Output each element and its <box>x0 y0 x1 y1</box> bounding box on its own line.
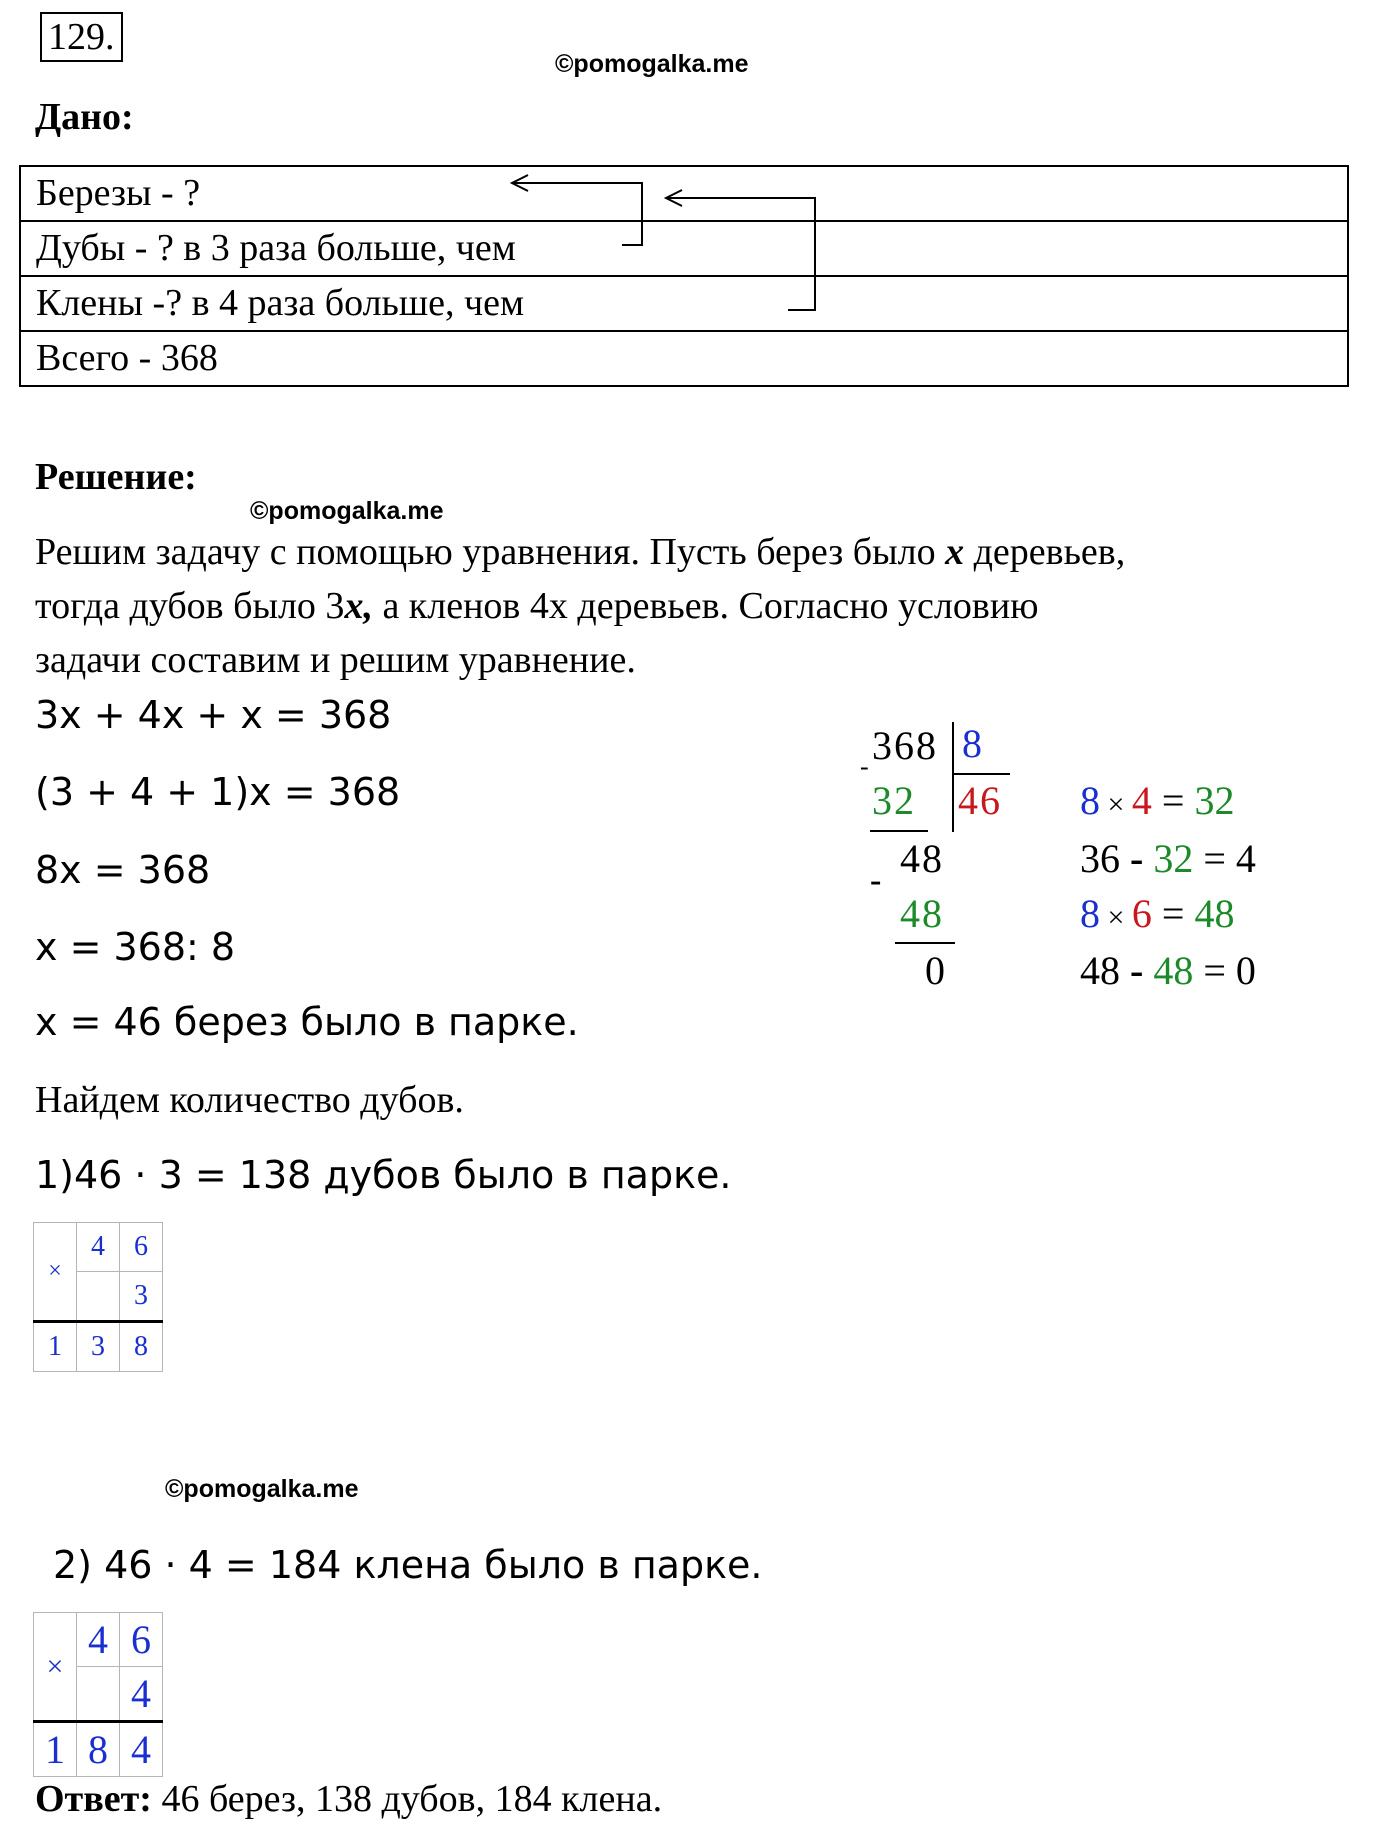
equation-1: 3x + 4x + x = 368 <box>35 693 392 737</box>
step-1: 1)46 · 3 = 138 дубов было в парке. <box>35 1153 732 1197</box>
grid-cell <box>77 1667 120 1722</box>
division-remainder: 0 <box>925 948 945 993</box>
arrow-maples-to-birches <box>666 198 815 310</box>
equation-3: 8x = 368 <box>35 848 211 892</box>
grid-cell: 3 <box>120 1272 163 1322</box>
grid-cell: 8 <box>77 1722 120 1777</box>
equation-2: (3 + 4 + 1)x = 368 <box>35 770 401 814</box>
grid-cell: 4 <box>77 1223 120 1272</box>
division-quotient-bar <box>952 773 1010 775</box>
given-row-birches: Березы - ? <box>20 166 1348 221</box>
division-minus-1: - <box>860 752 869 781</box>
check-row-3: 8 × 6 = 48 <box>1080 891 1235 936</box>
given-row-oaks: Дубы - ? в 3 раза больше, чем <box>20 221 1348 276</box>
grid-cell: 4 <box>120 1667 163 1722</box>
grid-cell: 6 <box>120 1613 163 1667</box>
division-underline-2 <box>895 942 955 944</box>
watermark: ©pomogalka.me <box>250 497 444 525</box>
given-row-maples: Клены -? в 4 раза больше, чем <box>20 276 1348 331</box>
solution-heading: Решение: <box>35 456 197 498</box>
equation-4: x = 368: 8 <box>35 925 236 969</box>
step-2: 2) 46 · 4 = 184 клена было в парке. <box>53 1543 763 1587</box>
comparison-arrows <box>0 0 1400 420</box>
division-dividend: 368 <box>872 723 938 768</box>
step-oaks-label: Найдем количество дубов. <box>35 1079 464 1121</box>
check-row-4: 48 - 48 = 0 <box>1080 948 1256 993</box>
equation-5: x = 46 берез было в парке. <box>35 1000 579 1044</box>
multiplication-grid-1 <box>33 1222 163 1372</box>
multiply-sign: × <box>34 1223 77 1322</box>
division-underline-1 <box>870 830 928 832</box>
division-divisor: 8 <box>962 721 982 766</box>
division-remainder-1: 48 <box>900 836 944 881</box>
division-vertical-bar <box>952 722 954 832</box>
grid-cell: 4 <box>120 1722 163 1777</box>
grid-cell: 1 <box>34 1322 77 1372</box>
given-heading: Дано: <box>35 96 134 138</box>
division-sub-2: 48 <box>900 891 944 936</box>
multiply-sign: × <box>34 1613 77 1722</box>
problem-number: 129. <box>40 12 123 62</box>
grid-cell: 3 <box>77 1322 120 1372</box>
grid-cell: 1 <box>34 1722 77 1777</box>
intro-line-3: задачи составим и решим уравнение. <box>35 639 636 681</box>
answer <box>35 1777 662 1821</box>
given-row-total: Всего - 368 <box>20 331 1348 386</box>
arrow-oaks-to-birches <box>512 183 642 245</box>
grid-cell: 8 <box>120 1322 163 1372</box>
division-quotient: 46 <box>958 778 1002 823</box>
grid-cell: 4 <box>77 1613 120 1667</box>
answer-text: 46 берез, 138 дубов, 184 клена. <box>151 1778 663 1820</box>
division-sub-1: 32 <box>872 778 916 823</box>
intro-line-1: Решим задачу с помощью уравнения. Пусть берез было x деревьев, <box>35 531 1126 573</box>
watermark: ©pomogalka.me <box>555 50 749 78</box>
check-row-1: 8 × 4 = 32 <box>1080 778 1235 823</box>
watermark: ©pomogalka.me <box>165 1475 359 1503</box>
check-row-2: 36 - 32 = 4 <box>1080 836 1256 881</box>
multiplication-grid-2 <box>33 1612 163 1777</box>
division-minus-2: - <box>870 862 882 899</box>
grid-cell: 6 <box>120 1223 163 1272</box>
answer-label: Ответ: <box>35 1778 152 1820</box>
intro-line-2: тогда дубов было 3x, а кленов 4х деревьев. Согласно условию <box>35 585 1039 627</box>
grid-cell <box>77 1272 120 1322</box>
